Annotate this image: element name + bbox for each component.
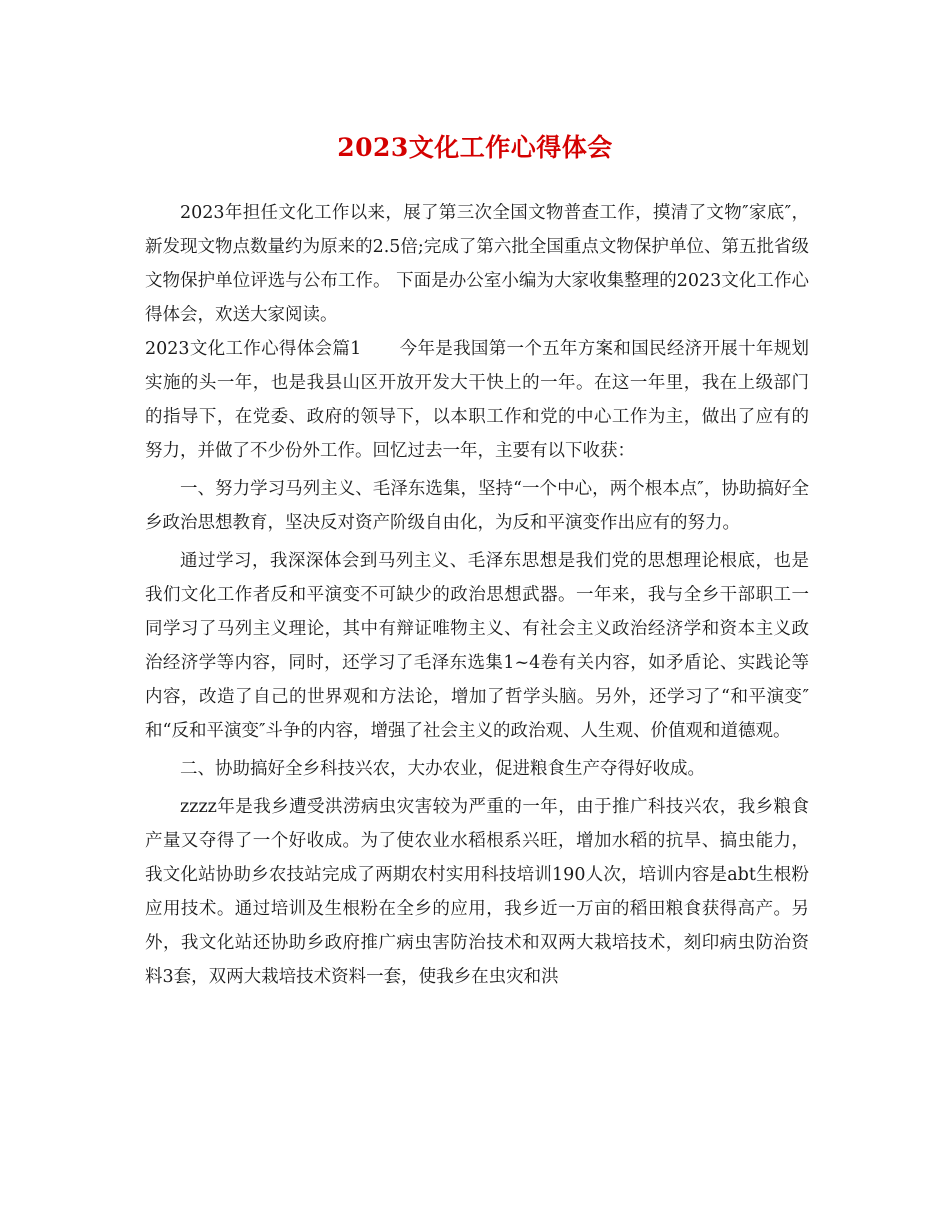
harvest-paragraph: zzzz年是我乡遭受洪涝病虫灾害较为严重的一年，由于推广科技兴农，我乡粮食产量又夺得了一个好收成。为了使农业水稻根系兴旺，增加水稻的抗旱、搞虫能力，我文化站协助乡农技站完成了两期农村实用科技培训190人次，培训内容是abt生根粉应用技术。通过培训及生根粉在全乡的应用，我乡近一万亩的稻田粮食获得高产。另外，我文化站还协助乡政府推广病虫害防治技术和双两大栽培技术，刻印病虫防治资料3套，双两大栽培技术资料一套，使我乡在虫灾和洪 — [145, 797, 809, 987]
section-paragraph — [145, 332, 809, 468]
document-title: 2023文化工作心得体会 — [337, 133, 613, 162]
section-title: 2023文化工作心得体会篇1 — [145, 339, 362, 359]
point-two-paragraph: 二、协助搞好全乡科技兴农，大办农业，促进粮食生产夺得好收成。 — [180, 759, 705, 779]
point-one-paragraph: 一、努力学习马列主义、毛泽东选集，坚持“一个中心，两个根本点″，协助搞好全乡政治思想教育，坚决反对资产阶级自由化，为反和平演变作出应有的努力。 — [145, 479, 809, 533]
intro-paragraph: 2023年担任文化工作以来，展了第三次全国文物普查工作，摸清了文物″家底″，新发现文物点数量约为原来的2.5倍;完成了第六批全国重点文物保护单位、第五批省级文物保护单位评选与公布工作。 下面是办公室小编为大家收集整理的2023文化工作心得体会，欢送大家阅读。 — [145, 203, 809, 325]
section-lead: 今年是我国第一个五年方案和国民经济开展十年规划实施的头一年，也是我县山区开放开发大干快上的一年。在这一年里，我在上级部门的指导下，在党委、政府的领导下，以本职工作和党的中心工作为主，做出了应有的努力，并做了不少份外工作。回忆过去一年，主要有以下收获： — [145, 339, 810, 461]
study-paragraph: 通过学习，我深深体会到马列主义、毛泽东思想是我们党的思想理论根底，也是我们文化工作者反和平演变不可缺少的政治思想武器。一年来，我与全乡干部职工一同学习了马列主义理论，其中有辩证唯物主义、有社会主义政治经济学和资本主义政治经济学等内容，同时，还学习了毛泽东选集1~4卷有关内容，如矛盾论、实践论等内容，改造了自己的世界观和方法论，增加了哲学头脑。另外，还学习了“和平演变″和“反和平演变″斗争的内容，增强了社会主义的政治观、人生观、价值观和道德观。 — [145, 551, 809, 741]
document-body — [145, 196, 809, 994]
